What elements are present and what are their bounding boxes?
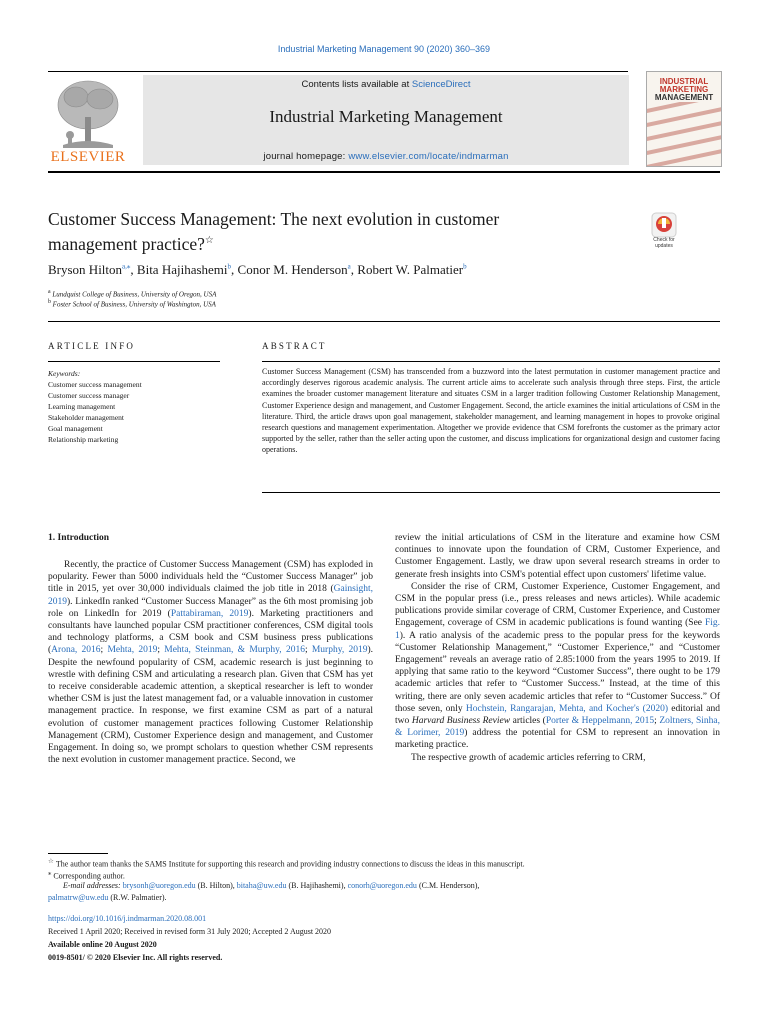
author-affiliation-mark[interactable]: b: [227, 262, 232, 271]
email-owner: (B. Hilton),: [195, 881, 237, 890]
author-name: Robert W. Palmatier: [357, 262, 464, 277]
citation-link[interactable]: Arona, 2016: [51, 645, 101, 656]
email-link[interactable]: brysonh@uoregon.edu: [122, 881, 196, 890]
available-online-date: Available online 20 August 2020: [48, 940, 157, 949]
affiliation-b: [48, 299, 216, 308]
citation-separator: ;: [654, 716, 660, 727]
author-name: Bryson Hilton: [48, 262, 123, 277]
author-list: [48, 262, 467, 278]
citation-separator: ;: [304, 645, 312, 656]
email-owner: (B. Hajihashemi),: [286, 881, 348, 890]
received-dates: Received 1 April 2020; Received in revised form 31 July 2020; Accepted 2 August 2020: [48, 927, 332, 936]
paper-title-line-1: Customer Success Management: The next evolution in customer: [48, 209, 500, 229]
footnote-rule: [48, 853, 108, 854]
keyword: Customer success manager: [48, 391, 130, 400]
email-link[interactable]: palmatrw@uw.edu: [48, 893, 109, 902]
email-label: E-mail addresses:: [63, 881, 123, 890]
author-name: Bita Hajihashemi: [136, 262, 228, 277]
paper-title-line-2-text: management practice?: [48, 233, 205, 254]
body-text: ). LinkedIn ranked “Customer Success Manager” as the 6th most promising job role on LinkedIn for 2019 (: [48, 596, 373, 619]
citation-link[interactable]: Hochstein, Rangarajan, Mehta, and Kocher's (2020): [465, 703, 668, 714]
email-owner: (C.M. Henderson),: [416, 881, 480, 890]
keyword: Stakeholder management: [48, 413, 125, 422]
citation-link[interactable]: Mehta, Steinman, & Murphy, 2016: [164, 645, 305, 656]
footnote-text: Corresponding author.: [51, 871, 125, 881]
citation-separator: ;: [157, 645, 165, 656]
footnote-mark: ⁎: [48, 870, 52, 877]
keywords-list: [48, 368, 142, 445]
keyword: Customer success management: [48, 380, 142, 389]
email-link[interactable]: bitaha@uw.edu: [236, 881, 287, 890]
journal-title: Industrial Marketing Management: [269, 107, 503, 126]
body-text: editorial and two: [395, 703, 720, 727]
citation-link[interactable]: Porter & Heppelmann, 2015: [545, 716, 655, 727]
title-footnote-mark[interactable]: ☆: [204, 235, 214, 246]
body-text: ). Marketing practitioners and consultants have launched popular CSM practitioner conferences, CSM digital tools and technology platforms, a CSM book and CSM business press publications (: [48, 608, 373, 656]
body-column-left: [48, 559, 373, 766]
footnote-mark: ☆: [48, 858, 54, 865]
check-updates-icon: [646, 212, 682, 238]
body-paragraph: [48, 559, 373, 766]
cover-title-line-3: MANAGEMENT: [654, 93, 714, 102]
author-separator: ,: [350, 262, 358, 277]
author-affiliation-mark[interactable]: a,⁎: [122, 262, 131, 271]
affiliation-text: Foster School of Business, University of Washington, USA: [52, 300, 216, 309]
author-separator: ,: [130, 262, 137, 277]
footnote-acknowledgement: [48, 856, 720, 871]
keyword: Learning management: [48, 402, 116, 411]
affiliation-mark: a: [48, 289, 51, 295]
abstract-heading: ABSTRACT: [262, 341, 327, 351]
elsevier-logo[interactable]: [48, 75, 128, 165]
cover-pattern-graphic: [647, 102, 721, 166]
body-paragraph: [395, 581, 720, 752]
keyword: Relationship marketing: [48, 435, 119, 444]
abstract-text: Customer Success Management (CSM) has transcended from a buzzword into the latest permutation in customer management practice and accordingly deserves rigorous academic analysis. The current article aims to accelerate such analysis through three steps. First, the article examines the broader customer management literature and situates CSM in a larger tradition following Customer Relationship Management, Customer Experience design and management, and Customer Engagement. Second, the article examines the initial articulations of CSM in the literature. Third, the article draws upon goal management, stakeholder management, and learning management in hopes to provoke original research questions and management experimentation. Altogether we provide evidence that CSM forefronts the customer as the primary actor supported by the seller, rather than the seller acting upon the customer, and discuss implications for organizational design and customer facing operations.: [262, 367, 720, 455]
contents-line: [143, 79, 629, 90]
cover-title-line-2: MARKETING: [659, 85, 709, 94]
body-text: ) address the potential for CSM to represent an innovation in marketing practice.: [395, 728, 721, 751]
citation-link[interactable]: Mehta, 2019: [107, 645, 158, 656]
title-block-rule: [48, 321, 720, 322]
check-for-updates-badge[interactable]: [646, 212, 682, 252]
body-text: articles (: [510, 716, 546, 727]
citation-link[interactable]: Murphy, 2019: [311, 645, 368, 656]
footnote-text: The author team thanks the SAMS Institute for supporting this research and providing industry connections to discuss the ideas in this manuscript.: [53, 859, 525, 869]
affiliation-a: [48, 289, 216, 298]
affiliation-mark: b: [48, 299, 51, 305]
body-column-right: [395, 532, 720, 764]
keyword: Goal management: [48, 424, 103, 433]
footnote-emails: [63, 880, 720, 892]
body-text: ). A ratio analysis of the academic press to the popular press for the keywords “Customer Relationship Management,” “Customer Experience,” and “Customer Engagement” reveals an average ratio of 2.85:1000 from the years 1995 to 2019. If applying that same ratio to the keyword “Customer Success”, there ought to be 179 academic articles that refer to “Customer Success.” Instead, at the time of this writing, there are only seven academic articles that refer to “Customer Success.” Of those seven, only: [395, 630, 720, 714]
email-owner: (R.W. Palmatier).: [108, 893, 167, 902]
paper-title-line-2: [48, 230, 608, 255]
author-separator: ,: [231, 262, 238, 277]
header-top-rule: [48, 71, 628, 72]
contents-prefix: Contents lists available at: [301, 79, 412, 90]
cover-title-line-1: INDUSTRIAL: [659, 77, 709, 86]
author-name: Conor M. Henderson: [237, 262, 348, 277]
affiliation-text: Lundquist College of Business, University of Oregon, USA: [52, 290, 217, 299]
figure-link[interactable]: Fig. 1: [395, 618, 720, 641]
copyright-notice: 0019-8501/ © 2020 Elsevier Inc. All rights reserved.: [48, 953, 223, 962]
abstract-bottom-rule: [262, 492, 720, 493]
header-bottom-rule: [48, 171, 720, 173]
body-paragraph: review the initial articulations of CSM in the literature and examine how CSM continues to innovate upon the foundation of CRM, Customer Experience, and Customer Engagement. Lastly, we draw upon several research streams in order to generate fresh insights into CSM's potential effect upon customers' lifetime value.: [395, 533, 720, 580]
footnote-emails-continued: [48, 892, 167, 904]
body-text: Consider the rise of CRM, Customer Experience, Customer Engagement, and CSM in the popular press (i.e., press releases and news articles). While academic publications provide similar coverage of CRM, Customer Experience, and Customer Engagement, coverage of CSM in academic publications is found wanting (See: [395, 581, 720, 629]
body-text: Recently, the practice of Customer Success Management (CSM) has exploded in popularity. Fewer than 5000 individuals held the “Customer Success Manager” job title in 2015, yet over 30,000 individuals claimed the job title in 2018 (: [48, 560, 373, 595]
journal-homepage-link[interactable]: www.elsevier.com/locate/indmarman: [348, 151, 509, 162]
citation-link[interactable]: Zoltners, Sinha, & Lorimer, 2019: [395, 716, 720, 739]
article-info-heading: ARTICLE INFO: [48, 341, 136, 351]
journal-header-box: [143, 75, 629, 165]
keywords-label: Keywords:: [48, 369, 81, 378]
publisher-wordmark: ELSEVIER: [50, 149, 126, 165]
body-text: ). Despite the newfound popularity of CSM, academic research is just beginning to wrestle with defining CSM and articulating a research plan. Given that CSM has yet to receive considerable academic attention, a skeptical researcher is left to wonder whether CSM is just the latest management fad, or a valuable innovation in customer management practice. In response, we first examine CSM as part of a natural evolution of customer management practices following Customer Relationship Management (CRM), Customer Experience design and management, and Customer Engagement. In doing so, we prompt scholars to question whether CSM represents the next evolution in customer management practice. Second, we: [48, 645, 374, 766]
email-link[interactable]: conorh@uoregon.edu: [347, 881, 417, 890]
body-text-italic: Harvard Business Review: [411, 716, 511, 727]
journal-cover-thumbnail[interactable]: [646, 71, 722, 167]
homepage-prefix: journal homepage:: [263, 151, 349, 162]
homepage-line: [143, 151, 629, 162]
citation-link[interactable]: Gainsight, 2019: [48, 584, 373, 607]
doi-link[interactable]: https://doi.org/10.1016/j.indmarman.2020.08.001: [48, 914, 207, 923]
author-affiliation-mark[interactable]: a: [347, 262, 351, 271]
body-paragraph: The respective growth of academic articles referring to CRM,: [411, 752, 646, 763]
abstract-rule: [262, 361, 720, 362]
sciencedirect-link[interactable]: ScienceDirect: [411, 79, 471, 90]
journal-citation-link[interactable]: Industrial Marketing Management 90 (2020) 360–369: [277, 44, 491, 54]
citation-separator: ;: [100, 645, 108, 656]
citation-link[interactable]: Pattabiraman, 2019: [170, 608, 249, 619]
author-affiliation-mark[interactable]: b: [463, 262, 467, 271]
paper-title: [48, 208, 608, 255]
article-info-rule: [48, 361, 220, 362]
section-heading-introduction: 1. Introduction: [48, 533, 110, 543]
check-updates-label: Check for updates: [653, 237, 675, 249]
